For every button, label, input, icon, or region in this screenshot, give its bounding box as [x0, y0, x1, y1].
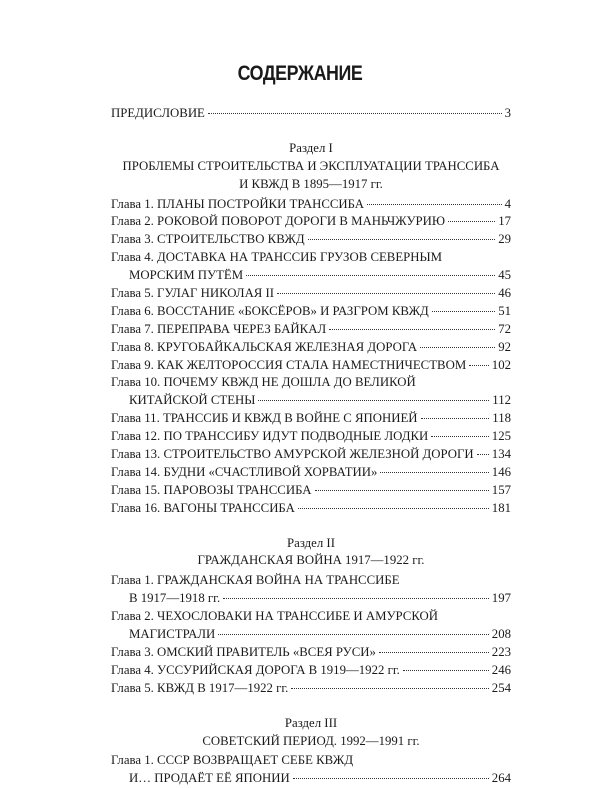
toc-entry-label: Глава 3. ОМСКИЙ ПРАВИТЕЛЬ «ВСЕЯ РУСИ» [111, 644, 376, 659]
toc-entry-row [111, 357, 511, 375]
section-spacer [111, 123, 511, 140]
toc-entry-row [111, 626, 511, 644]
toc-page-number: 223 [491, 644, 511, 659]
toc-entry-chapter[interactable] [111, 500, 511, 518]
toc-entry-row [111, 285, 511, 303]
sections-list [111, 123, 511, 788]
section-1 [111, 140, 511, 194]
section-title-line: СОВЕТСКИЙ ПЕРИОД. 1992—1991 гг. [202, 733, 420, 748]
toc-entry-label: Глава 4. УССУРИЙСКАЯ ДОРОГА В 1919—1922 гг. [111, 662, 400, 677]
dot-leader [329, 329, 495, 330]
toc-entry-chapter[interactable] [111, 572, 511, 608]
dot-leader [308, 239, 496, 240]
toc-entry-row [111, 482, 511, 500]
toc-entry-row [111, 500, 511, 518]
toc-entry-label: Глава 14. БУДНИ «СЧАСТЛИВОЙ ХОРВАТИИ» [111, 464, 378, 479]
toc-entry-row [111, 303, 511, 321]
toc-entry-chapter[interactable] [111, 213, 511, 231]
toc-page-number: 181 [491, 500, 511, 515]
toc-entry-label: В 1917—1918 гг. [129, 591, 221, 606]
toc-entry-label: Глава 13. СТРОИТЕЛЬСТВО АМУРСКОЙ ЖЕЛЕЗНОЙ ДОРОГИ [111, 447, 474, 462]
toc-page-number: 246 [491, 662, 511, 677]
toc-entry-row [111, 392, 511, 410]
dot-leader [293, 778, 489, 779]
toc-entry-preface[interactable] [111, 105, 511, 123]
toc-page-number: 112 [492, 393, 511, 408]
toc-entry-label: Глава 15. ПАРОВОЗЫ ТРАНССИБА [111, 482, 312, 497]
dot-leader [469, 365, 489, 366]
dot-leader [315, 490, 489, 491]
toc-entry-row [111, 410, 511, 428]
toc-entry-label: Глава 6. ВОССТАНИЕ «БОКСЁРОВ» И РАЗГРОМ КВЖД [111, 303, 429, 318]
toc-entry-row [111, 231, 511, 249]
dot-leader [208, 113, 502, 114]
toc-entry-chapter[interactable] [111, 231, 511, 249]
toc-page-number: 146 [491, 464, 511, 479]
toc-entry-label: Глава 16. ВАГОНЫ ТРАНССИБА [111, 500, 295, 515]
toc-page-number: 264 [491, 771, 511, 786]
section-title-line: ПРОБЛЕМЫ СТРОИТЕЛЬСТВА И ЭКСПЛУАТАЦИИ ТРАНССИБА [122, 158, 500, 173]
section-heading: Раздел I [289, 140, 333, 155]
toc-page-number: 208 [491, 627, 511, 642]
section-title-line: И КВЖД В 1895—1917 гг. [239, 176, 383, 191]
toc-page-number: 4 [504, 196, 511, 211]
toc-entry-label: Глава 11. ТРАНССИБ И КВЖД В ВОЙНЕ С ЯПОНИЕЙ [111, 411, 418, 426]
toc-entry-chapter[interactable] [111, 196, 511, 214]
section-spacer [111, 698, 511, 715]
toc-entry-label: Глава 12. ПО ТРАНССИБУ ИДУТ ПОДВОДНЫЕ ЛОДКИ [111, 429, 429, 444]
toc-page-number: 29 [498, 232, 511, 247]
toc-entry-label: И… ПРОДАЁТ ЕЁ ЯПОНИИ [129, 771, 290, 786]
toc-page-number: 197 [491, 591, 511, 606]
dot-leader [432, 311, 495, 312]
toc-entry-row [111, 680, 511, 698]
toc-entry-label: Глава 9. КАК ЖЕЛТОРОССИЯ СТАЛА НАМЕСТНИЧЕСТВОМ [111, 357, 467, 372]
toc-entry-row [111, 446, 511, 464]
dot-leader [291, 688, 488, 689]
toc-entry-label: МОРСКИМ ПУТЁМ [129, 268, 244, 283]
toc-entry-label: Глава 4. ДОСТАВКА НА ТРАНССИБ ГРУЗОВ СЕВЕРНЫМ [111, 250, 443, 265]
toc-page-number: 254 [491, 680, 511, 695]
toc-entry-chapter[interactable] [111, 680, 511, 698]
section-2 [111, 535, 511, 571]
toc-entry-row [111, 770, 511, 788]
toc-entry-row [111, 213, 511, 231]
toc-entry-chapter[interactable] [111, 249, 511, 285]
dot-leader [448, 221, 495, 222]
toc-entry-chapter[interactable] [111, 752, 511, 788]
toc-entry-chapter[interactable] [111, 464, 511, 482]
toc-page-number: 45 [498, 268, 511, 283]
dot-leader [431, 436, 489, 437]
dot-leader [298, 508, 489, 509]
toc-entry-row [111, 267, 511, 285]
toc-entry-label: Глава 5. КВЖД В 1917—1922 гг. [111, 680, 289, 695]
toc-entry-row [111, 428, 511, 446]
toc-entry-chapter[interactable] [111, 321, 511, 339]
toc-entry-row [111, 196, 511, 214]
toc-entry-row [111, 464, 511, 482]
toc-entry-chapter[interactable] [111, 446, 511, 464]
toc-entry-label: Глава 5. ГУЛАГ НИКОЛАЯ II [111, 286, 275, 301]
toc-entry-label: Глава 10. ПОЧЕМУ КВЖД НЕ ДОШЛА ДО ВЕЛИКОЙ [111, 375, 416, 390]
toc-page-number: 125 [491, 429, 511, 444]
dot-leader [218, 634, 489, 635]
toc-entry-label: Глава 2. РОКОВОЙ ПОВОРОТ ДОРОГИ В МАНЬЧЖУРИЮ [111, 214, 446, 229]
toc-entry-chapter[interactable] [111, 339, 511, 357]
toc-entry-row [111, 644, 511, 662]
toc-entry-chapter[interactable] [111, 410, 511, 428]
section-3 [111, 715, 511, 751]
toc-entry-chapter[interactable] [111, 428, 511, 446]
section-spacer [111, 518, 511, 535]
toc-entry-label: ПРЕДИСЛОВИЕ [111, 106, 205, 120]
dot-leader [420, 347, 495, 348]
dot-leader [380, 472, 488, 473]
toc-page-number: 17 [498, 214, 511, 229]
dot-leader [421, 418, 490, 419]
toc-entry-label: МАГИСТРАЛИ [129, 627, 216, 642]
toc-entry-chapter[interactable] [111, 285, 511, 303]
toc-entry-chapter[interactable] [111, 608, 511, 644]
toc-entry-label: Глава 1. ГРАЖДАНСКАЯ ВОЙНА НА ТРАНССИБЕ [111, 573, 400, 588]
toc-entry-label: Глава 1. ПЛАНЫ ПОСТРОЙКИ ТРАНССИБА [111, 196, 365, 211]
section-heading: Раздел III [284, 715, 338, 730]
toc-entry-label: КИТАЙСКОЙ СТЕНЫ [129, 393, 256, 408]
toc-entry-chapter[interactable] [111, 482, 511, 500]
toc-entry-row [111, 339, 511, 357]
page-title: СОДЕРЖАНИЕ [237, 62, 363, 85]
dot-leader [477, 454, 489, 455]
dot-leader [403, 670, 489, 671]
toc-page-number: 46 [498, 286, 511, 301]
toc-entry-chapter[interactable] [111, 374, 511, 410]
toc-entry-row [111, 590, 511, 608]
section-heading: Раздел II [287, 535, 335, 550]
dot-leader [223, 598, 489, 599]
toc-entry-row [111, 321, 511, 339]
dot-leader [246, 275, 495, 276]
toc-entry-label: Глава 8. КРУГОБАЙКАЛЬСКАЯ ЖЕЛЕЗНАЯ ДОРОГА [111, 339, 418, 354]
toc-page-number: 3 [504, 106, 511, 120]
dot-leader [277, 293, 495, 294]
toc-entry-label: Глава 7. ПЕРЕПРАВА ЧЕРЕЗ БАЙКАЛ [111, 321, 327, 336]
toc-page-number: 118 [492, 411, 511, 426]
section-title-line: ГРАЖДАНСКАЯ ВОЙНА 1917—1922 гг. [197, 553, 425, 568]
toc-entry-row [111, 662, 511, 680]
table-of-contents [111, 105, 511, 788]
toc-page-number: 51 [498, 303, 511, 318]
dot-leader [367, 204, 502, 205]
dot-leader [379, 652, 489, 653]
toc-entry-label: Глава 2. ЧЕХОСЛОВАКИ НА ТРАНССИБЕ И АМУРСКОЙ [111, 609, 439, 624]
toc-page-number: 134 [491, 447, 511, 462]
toc-entry-chapter[interactable] [111, 644, 511, 662]
toc-page-number: 102 [491, 357, 511, 372]
toc-page-number: 157 [491, 482, 511, 497]
toc-entry-chapter[interactable] [111, 303, 511, 321]
toc-entry-chapter[interactable] [111, 357, 511, 375]
toc-entry-chapter[interactable] [111, 662, 511, 680]
toc-entry-label: Глава 1. СССР ВОЗВРАЩАЕТ СЕБЕ КВЖД [111, 753, 354, 768]
dot-leader [258, 400, 489, 401]
toc-page-number: 72 [498, 321, 511, 336]
toc-entry-label: Глава 3. СТРОИТЕЛЬСТВО КВЖД [111, 232, 305, 247]
toc-page-number: 92 [498, 339, 511, 354]
